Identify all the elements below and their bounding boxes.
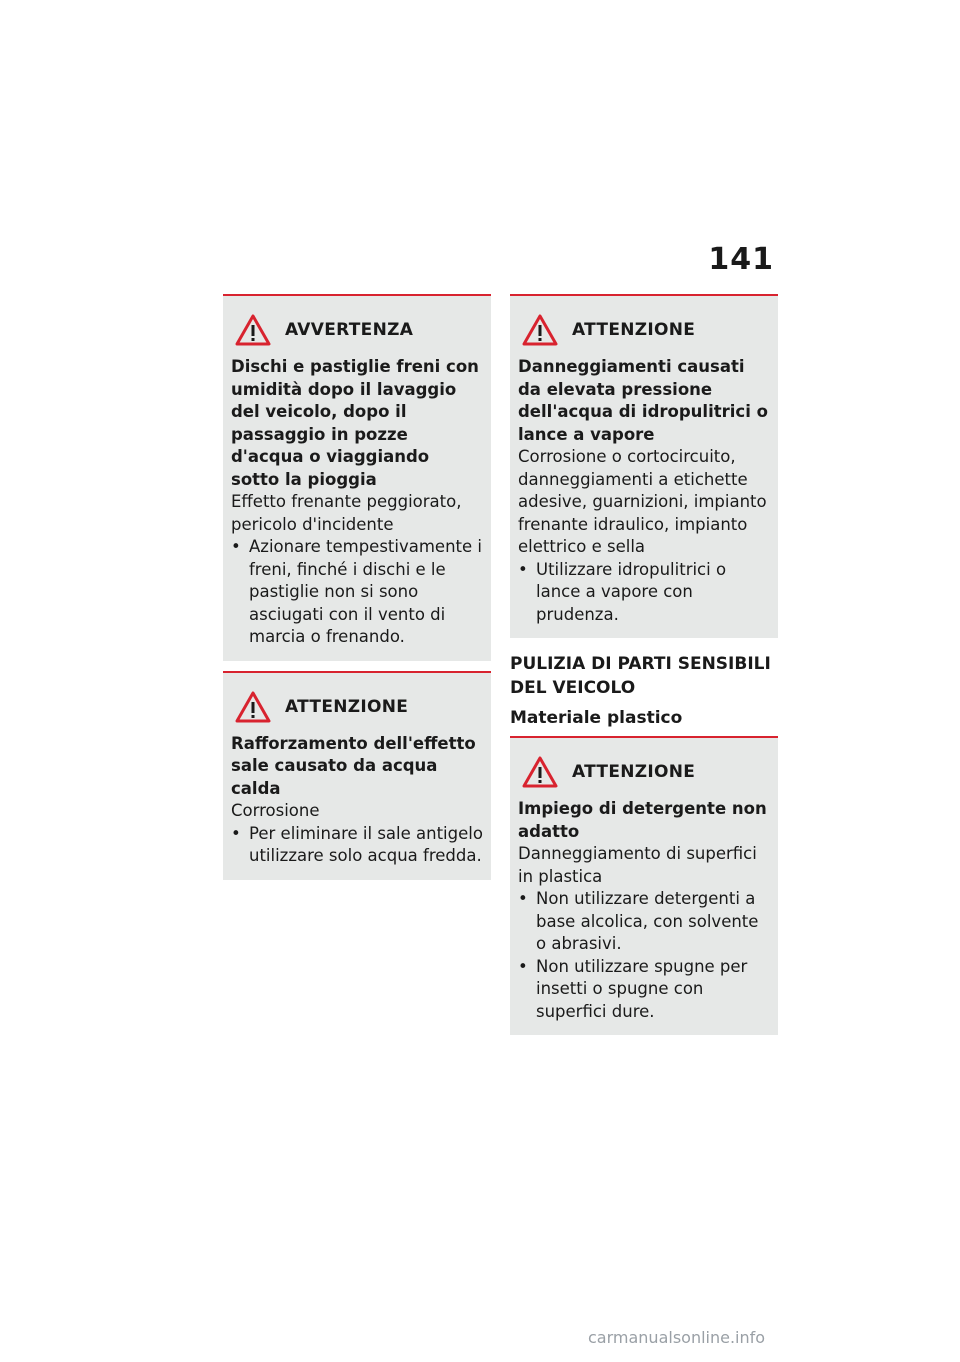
warning-box-brakes — [223, 294, 491, 661]
warning-cause: Effetto frenante peggiorato, pericolo d'incidente — [231, 492, 462, 534]
warning-label: AVVERTENZA — [285, 320, 414, 340]
attention-box-salt — [223, 671, 491, 880]
warning-triangle-icon — [522, 756, 558, 788]
list-item: • Utilizzare idropulitrici o lance a vapore con prudenza. — [518, 559, 770, 627]
warning-title: Dischi e pastiglie freni con umidità dopo il lavaggio del veicolo, dopo il passaggio in pozze d'acqua o viaggiando sotto la pioggia — [231, 357, 479, 489]
list-item: • Per eliminare il sale antigelo utilizzare solo acqua fredda. — [231, 823, 483, 868]
attention-label: ATTENZIONE — [285, 696, 409, 717]
attention-actions — [231, 823, 483, 868]
section-subtitle: Materiale plastico — [510, 708, 683, 728]
attention-cause: Corrosione — [231, 801, 320, 820]
attention-label: ATTENZIONE — [572, 320, 696, 340]
attention-box-pressure — [510, 294, 778, 638]
attention-label: ATTENZIONE — [572, 762, 696, 782]
warning-triangle-icon — [235, 691, 271, 723]
attention-box-detergent — [510, 736, 778, 1035]
attention-cause: Corrosione o cortocircuito, danneggiamenti a etichette adesive, guarnizioni, impianto frenante idraulico, impianto elettrico e sella — [518, 447, 767, 556]
watermark: carmanualsonline.info — [588, 1328, 766, 1347]
warning-triangle-icon — [235, 314, 271, 346]
attention-title: Impiego di detergente non adatto — [518, 799, 767, 841]
attention-cause: Danneggiamento di superfici in plastica — [518, 844, 757, 886]
attention-title: Danneggiamenti causati da elevata pressione dell'acqua di idropulitrici o lance a vapore — [518, 357, 768, 444]
list-item: • Non utilizzare spugne per insetti o spugne con superfici dure. — [518, 956, 770, 1024]
attention-actions — [518, 888, 770, 1023]
warning-triangle-icon — [522, 314, 558, 346]
section-title: PULIZIA DI PARTI SENSIBILI DEL VEICOLO — [510, 654, 771, 698]
list-item: • Non utilizzare detergenti a base alcolica, con solvente o abrasivi. — [518, 888, 770, 956]
left-column — [223, 294, 491, 880]
list-item: • Azionare tempestivamente i freni, finché i dischi e le pastiglie non si sono asciugati con il vento di marcia o frenando. — [231, 536, 483, 649]
page-number: 141 — [708, 242, 774, 277]
right-column — [510, 294, 778, 1035]
warning-actions — [231, 536, 483, 649]
attention-actions — [518, 559, 770, 627]
attention-title: Rafforzamento dell'effetto sale causato da acqua calda — [231, 733, 476, 798]
